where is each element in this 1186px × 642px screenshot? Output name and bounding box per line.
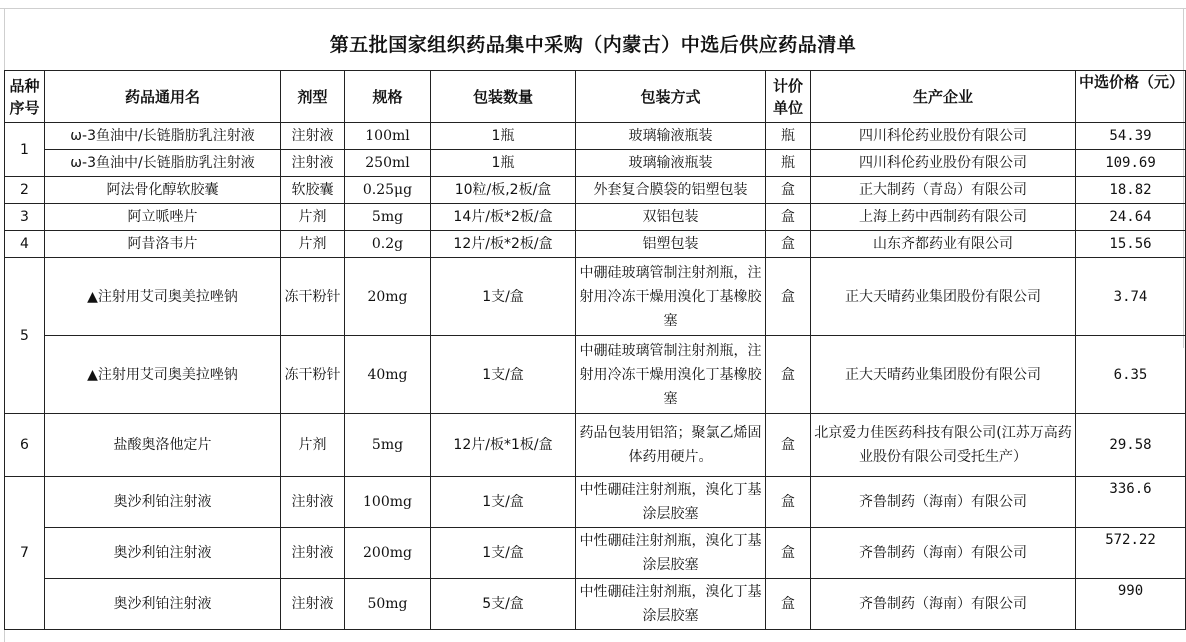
cell-maker: 上海上药中西制药有限公司 [811,204,1076,231]
cell-unit: 盒 [766,204,811,231]
cell-price: 18.82 [1076,177,1186,204]
table-body [5,123,1186,630]
table-row [5,414,1186,477]
cell-seq: 4 [5,231,45,258]
cell-pack: 玻璃输液瓶装 [576,150,766,177]
cell-spec: 40mg [345,336,431,414]
header-spec: 规格 [345,71,431,123]
cell-price: 24.64 [1076,204,1186,231]
cell-form: 注射液 [281,123,345,150]
cell-price: 54.39 [1076,123,1186,150]
cell-qty: 12片/板*1板/盒 [431,414,576,477]
cell-maker: 齐鲁制药（海南）有限公司 [811,477,1076,528]
cell-form: 软胶囊 [281,177,345,204]
header-row [5,71,1186,123]
table-row [5,528,1186,579]
header-qty: 包装数量 [431,71,576,123]
cell-name: 奥沙利铂注射液 [45,477,281,528]
cell-form: 冻干粉针 [281,336,345,414]
cell-name: 阿昔洛韦片 [45,231,281,258]
table-row [5,336,1186,414]
cell-seq: 5 [5,258,45,414]
cell-name: 奥沙利铂注射液 [45,579,281,630]
cell-pack: 中硼硅玻璃管制注射剂瓶，注射用冷冻干燥用溴化丁基橡胶塞 [576,336,766,414]
cell-maker: 齐鲁制药（海南）有限公司 [811,579,1076,630]
header-maker: 生产企业 [811,71,1076,123]
cell-spec: 0.25μg [345,177,431,204]
cell-form: 片剂 [281,414,345,477]
cell-spec: 100mg [345,477,431,528]
cell-price: 29.58 [1076,414,1186,477]
cell-pack: 外套复合膜袋的铝塑包装 [576,177,766,204]
document-title: 第五批国家组织药品集中采购（内蒙古）中选后供应药品清单 [329,34,857,56]
cell-spec: 5mg [345,414,431,477]
header-seq: 品种 序号 [5,71,45,123]
cell-price: 15.56 [1076,231,1186,258]
header-pack: 包装方式 [576,71,766,123]
header-unit: 计价 单位 [766,71,811,123]
cell-name: 奥沙利铂注射液 [45,528,281,579]
cell-maker: 正大制药（青岛）有限公司 [811,177,1076,204]
cell-spec: 250ml [345,150,431,177]
cell-seq: 6 [5,414,45,477]
table-row [5,258,1186,336]
cell-maker: 正大天晴药业集团股份有限公司 [811,258,1076,336]
cell-unit: 盒 [766,579,811,630]
cell-unit: 盒 [766,177,811,204]
cell-price: 572.22 [1076,528,1186,579]
cell-form: 注射液 [281,528,345,579]
cell-maker: 山东齐都药业有限公司 [811,231,1076,258]
table-row [5,477,1186,528]
cell-seq: 3 [5,204,45,231]
cell-price: 109.69 [1076,150,1186,177]
cell-qty: 1支/盒 [431,336,576,414]
cell-name: 阿法骨化醇软胶囊 [45,177,281,204]
cell-seq: 2 [5,177,45,204]
cell-pack: 药品包装用铝箔；聚氯乙烯固体药用硬片。 [576,414,766,477]
cell-name: ω-3鱼油中/长链脂肪乳注射液 [45,123,281,150]
cell-pack: 中硼硅玻璃管制注射剂瓶，注射用冷冻干燥用溴化丁基橡胶塞 [576,258,766,336]
cell-spec: 0.2g [345,231,431,258]
cell-qty: 14片/板*2板/盒 [431,204,576,231]
cell-name: ▲注射用艾司奥美拉唑钠 [45,336,281,414]
cell-unit: 盒 [766,336,811,414]
cell-unit: 盒 [766,414,811,477]
cell-name: 盐酸奥洛他定片 [45,414,281,477]
cell-form: 注射液 [281,150,345,177]
cell-form: 冻干粉针 [281,258,345,336]
cell-pack: 中性硼硅注射剂瓶，溴化丁基涂层胶塞 [576,528,766,579]
cell-qty: 1支/盒 [431,258,576,336]
cell-unit: 盒 [766,258,811,336]
table-row [5,177,1186,204]
cell-maker: 北京爱力佳医药科技有限公司(江苏万高药业股份有限公司受托生产） [811,414,1076,477]
cell-spec: 200mg [345,528,431,579]
cell-price: 990 [1076,579,1186,630]
cell-name: 阿立哌唑片 [45,204,281,231]
cell-name: ω-3鱼油中/长链脂肪乳注射液 [45,150,281,177]
cell-pack: 中性硼硅注射剂瓶，溴化丁基涂层胶塞 [576,579,766,630]
cell-pack: 玻璃输液瓶装 [576,123,766,150]
cell-qty: 12片/板*2板/盒 [431,231,576,258]
header-name: 药品通用名 [45,71,281,123]
cell-price: 3.74 [1076,258,1186,336]
cell-qty: 5支/盒 [431,579,576,630]
cell-price: 336.6 [1076,477,1186,528]
cell-maker: 四川科伦药业股份有限公司 [811,123,1076,150]
cell-pack: 双铝包装 [576,204,766,231]
cell-qty: 1支/盒 [431,477,576,528]
cell-qty: 1支/盒 [431,528,576,579]
cell-form: 片剂 [281,231,345,258]
cell-form: 片剂 [281,204,345,231]
cell-maker: 齐鲁制药（海南）有限公司 [811,528,1076,579]
cell-maker: 正大天晴药业集团股份有限公司 [811,336,1076,414]
cell-pack: 铝塑包装 [576,231,766,258]
cell-seq: 7 [5,477,45,630]
table-row [5,150,1186,177]
cell-qty: 1瓶 [431,123,576,150]
cell-unit: 瓶 [766,150,811,177]
header-form: 剂型 [281,71,345,123]
cell-unit: 瓶 [766,123,811,150]
table-row [5,204,1186,231]
cell-pack: 中性硼硅注射剂瓶，溴化丁基涂层胶塞 [576,477,766,528]
header-price: 中选价格（元） [1076,71,1186,123]
cell-seq: 1 [5,123,45,177]
cell-form: 注射液 [281,477,345,528]
cell-form: 注射液 [281,579,345,630]
cell-unit: 盒 [766,231,811,258]
cell-price: 6.35 [1076,336,1186,414]
cell-spec: 5mg [345,204,431,231]
cell-spec: 20mg [345,258,431,336]
cell-unit: 盒 [766,477,811,528]
table-row [5,231,1186,258]
table-row [5,123,1186,150]
cell-unit: 盒 [766,528,811,579]
cell-spec: 100ml [345,123,431,150]
cell-name: ▲注射用艾司奥美拉唑钠 [45,258,281,336]
cell-spec: 50mg [345,579,431,630]
sheet-top-border [0,0,1186,9]
table-row [5,579,1186,630]
drug-list-table [4,70,1186,630]
cell-maker: 四川科伦药业股份有限公司 [811,150,1076,177]
cell-qty: 10粒/板,2板/盒 [431,177,576,204]
cell-qty: 1瓶 [431,150,576,177]
